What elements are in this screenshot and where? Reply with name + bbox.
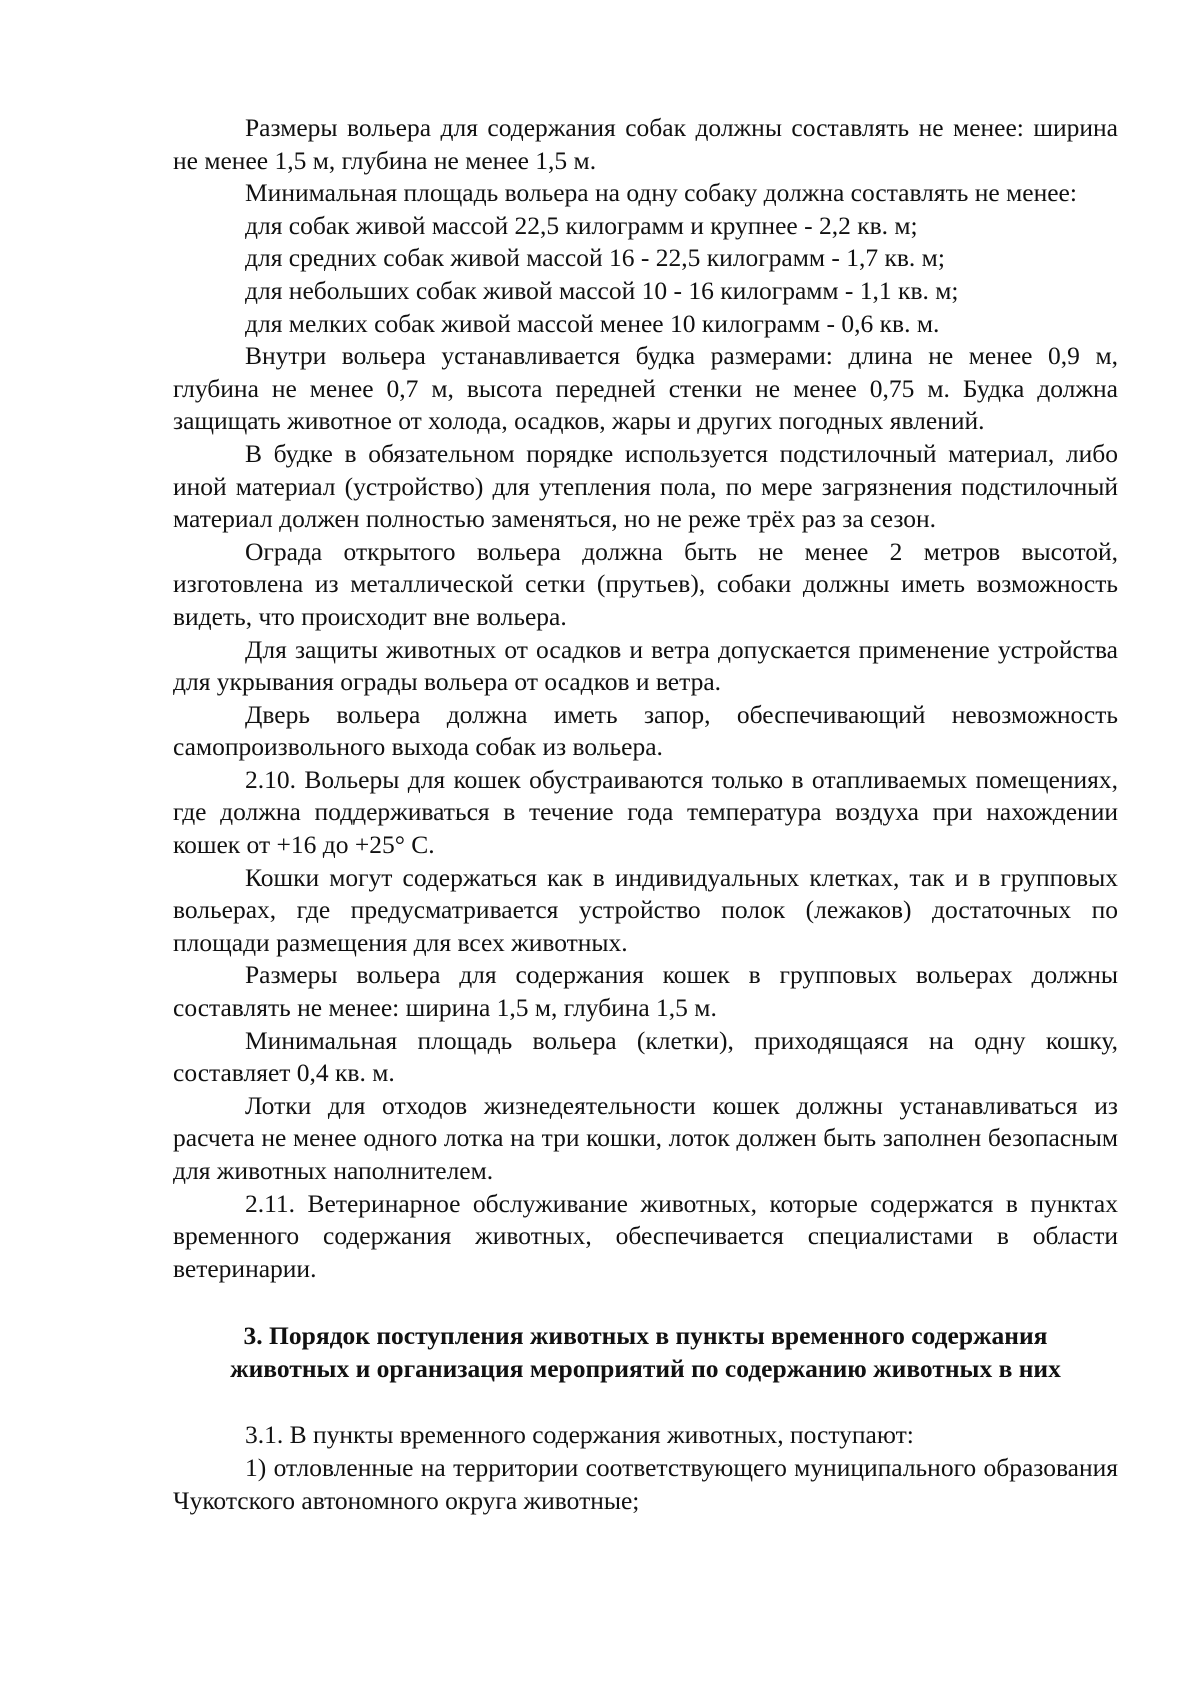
- section-3-heading-line-2: животных и организация мероприятий по содержанию животных в них: [230, 1354, 1061, 1384]
- paragraph-dog-enclosure-size: Размеры вольера для содержания собак должны составлять не менее: ширина не менее 1,5 м, глубина не менее 1,5 м.: [173, 113, 1118, 175]
- paragraph-2-10: 2.10. Вольеры для кошек обустраиваются только в отапливаемых помещениях, где должна поддерживаться в течение года температура воздуха при нахождении кошек от +16 до +25° С.: [173, 764, 1118, 860]
- paragraph-kennel: Внутри вольера устанавливается будка размерами: длина не менее 0,9 м, глубина не менее 0,7 м, высота передней стенки не менее 0,75 м. Будка должна защищать животное от холода, осадков, жары и других погодных явлений.: [173, 341, 1118, 436]
- paragraph-door-lock: Дверь вольера должна иметь запор, обеспечивающий невозможность самопроизвольного выхода собак из вольера.: [173, 699, 1118, 762]
- list-item: для средних собак живой массой 16 - 22,5 килограмм - 1,7 кв. м;: [245, 243, 945, 273]
- paragraph-bedding: В будке в обязательном порядке используется подстилочный материал, либо иной материал (устройство) для утепления пола, по мере загрязнения подстилочный материал должен полностью заменяться, но не реже трёх раз за сезон.: [173, 438, 1118, 534]
- list-item: для собак живой массой 22,5 килограмм и крупнее - 2,2 кв. м;: [245, 210, 918, 240]
- paragraph-min-area-per-cat: Минимальная площадь вольера (клетки), приходящаяся на одну кошку, составляет 0,4 кв. м.: [173, 1025, 1118, 1088]
- paragraph-cat-housing: Кошки могут содержаться как в индивидуальных клетках, так и в групповых вольерах, где предусматривается устройство полок (лежаков) достаточных по площади размещения для всех животных.: [173, 862, 1118, 957]
- document-page: [173, 112, 1118, 1517]
- paragraph-litter-trays: Лотки для отходов жизнедеятельности кошек должны устанавливаться из расчета не менее одного лотка на три кошки, лоток должен быть заполнен безопасным для животных наполнителем.: [173, 1090, 1118, 1185]
- list-item: для мелких собак живой массой менее 10 килограмм - 0,6 кв. м.: [245, 308, 940, 338]
- section-3-heading: [173, 1319, 1118, 1385]
- list-item: для небольших собак живой массой 10 - 16 килограмм - 1,1 кв. м;: [245, 275, 959, 305]
- paragraph-3-1: 3.1. В пункты временного содержания животных, поступают:: [245, 1420, 914, 1450]
- paragraph-cat-enclosure-size: Размеры вольера для содержания кошек в групповых вольерах должны составлять не менее: ширина 1,5 м, глубина 1,5 м.: [173, 960, 1118, 1023]
- section-3-heading-line-1: 3. Порядок поступления животных в пункты временного содержания: [243, 1321, 1048, 1351]
- paragraph-min-area-per-dog: Минимальная площадь вольера на одну собаку должна составлять не менее:: [245, 178, 1077, 208]
- paragraph-2-11: 2.11. Ветеринарное обслуживание животных, которые содержатся в пунктах временного содержания животных, обеспечивается специалистами в области ветеринарии.: [173, 1188, 1118, 1283]
- paragraph-weather-protection: Для защиты животных от осадков и ветра допускается применение устройства для укрывания ограды вольера от осадков и ветра.: [173, 634, 1118, 697]
- paragraph-3-1-item-1: 1) отловленные на территории соответствующего муниципального образования Чукотского автономного округа животные;: [173, 1452, 1118, 1515]
- paragraph-fence: Ограда открытого вольера должна быть не менее 2 метров высотой, изготовлена из металлической сетки (прутьев), собаки должны иметь возможность видеть, что происходит вне вольера.: [173, 536, 1118, 631]
